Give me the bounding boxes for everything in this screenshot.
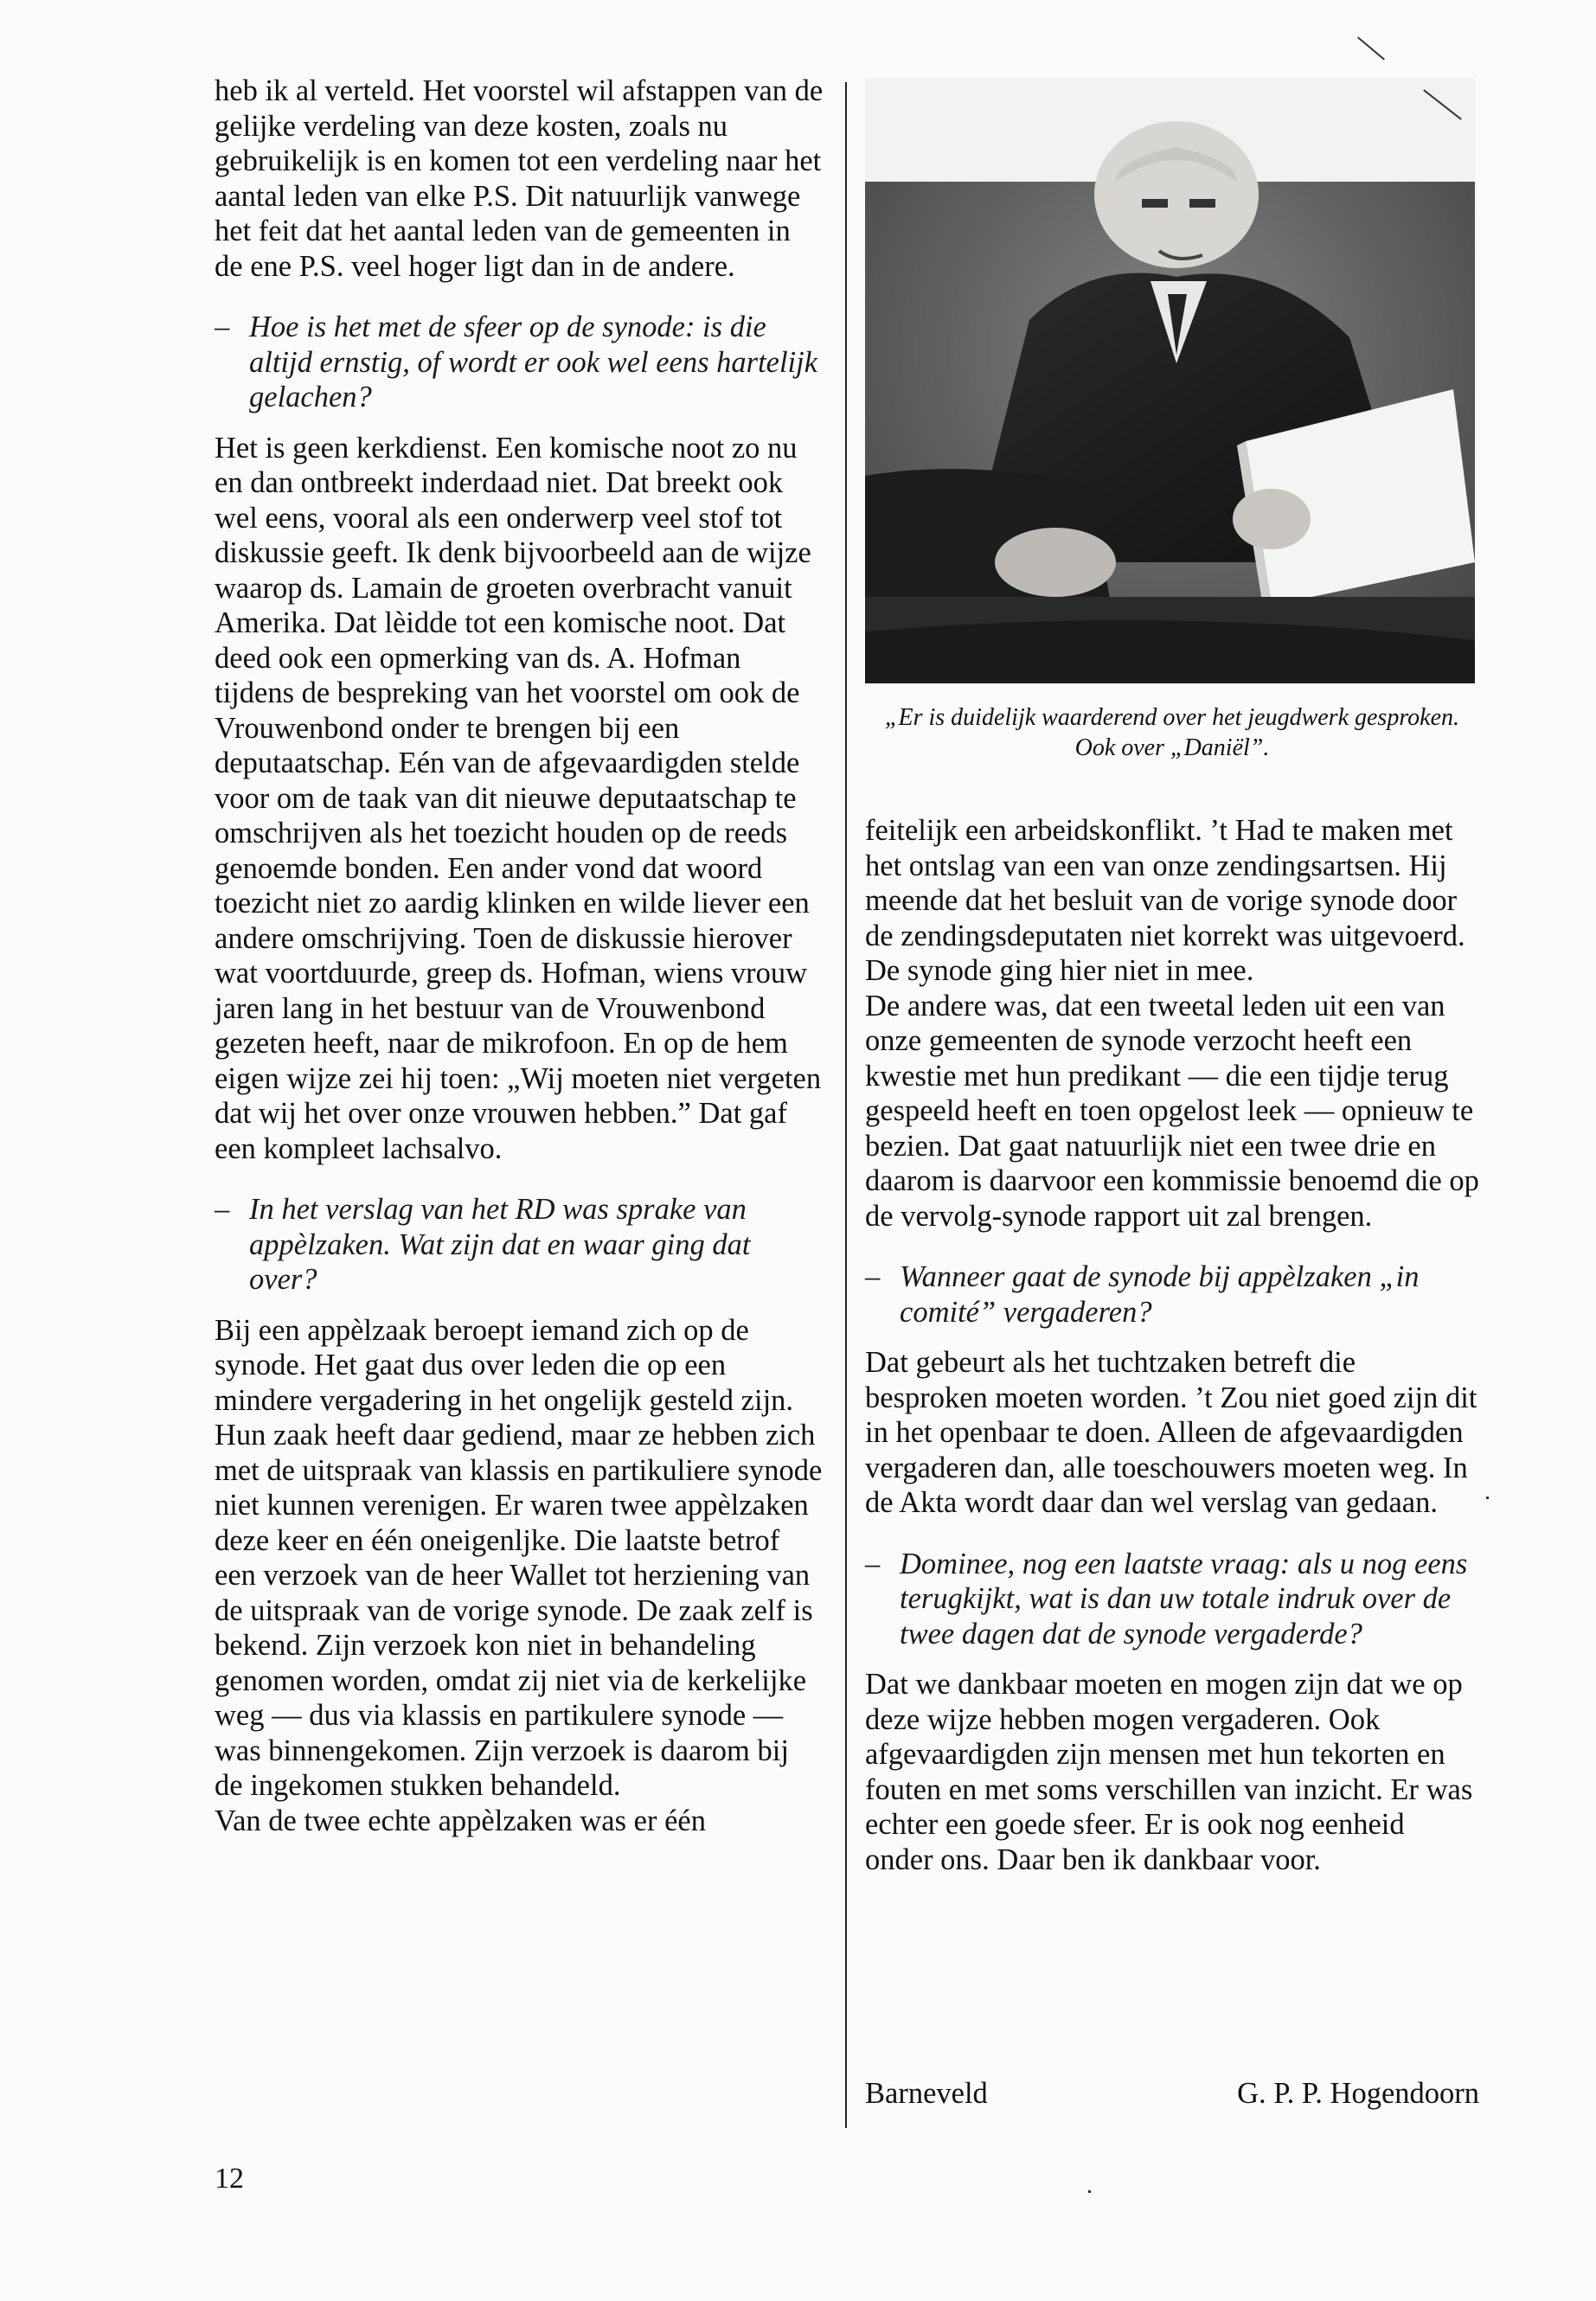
right-column bbox=[865, 813, 1479, 1877]
question-final bbox=[865, 1547, 1479, 1652]
scan-speck bbox=[1088, 2190, 1091, 2193]
answer-sfeer: Het is geen kerkdienst. Een komische noot zo nu en dan ontbreekt inderdaad niet. Dat breekt ook wel eens, vooral als een onderwerp veel stof tot diskussie geeft. Ik denk bijvoorbeeld aan de wijze waarop ds. Lamain de groeten overbracht vanuit Amerika. Dat lèidde tot een komische noot. Dat deed ook een opmerking van ds. A. Hofman tijdens de bespreking van het voorstel om ook de Vrouwenbond onder te brengen bij een deputaatschap. Eén van de afgevaardigden stelde voor om de taak van dit nieuwe deputaatschap te omschrijven als het toezicht houden op de reeds genoemde bonden. Een ander vond dat woord toezicht niet zo aardig klinken en wilde liever een andere omschrijving. Toen de diskussie hierover wat voortduurde, greep ds. Hofman, wiens vrouw jaren lang in het bestuur van de Vrouwenbond gezeten heeft, naar de mikrofoon. En op de hem eigen wijze zei hij toen: „Wij moeten niet vergeten dat wij het over onze vrouwen hebben.” Dat gaf een kompleet lachsalvo. bbox=[215, 431, 822, 1165]
question-dash: – bbox=[865, 1547, 881, 1580]
question-dash: – bbox=[215, 311, 230, 343]
second-case-paragraph: De andere was, dat een tweetal leden uit een van onze gemeenten de synode verzocht heeft een kwestie met hun predikant — die een tijdje terug gespeeld heeft en toen opgelost leek — opnieuw te bezien. Dat gaat natuurlijk niet een twee drie en daarom is daarvoor een kommissie benoemd die op de vervolg-synode rapport uit zal brengen. bbox=[865, 989, 1479, 1233]
question-comite-text: Wanneer gaat de synode bij appèlzaken „in comité” vergaderen? bbox=[900, 1260, 1420, 1329]
question-sfeer bbox=[215, 310, 824, 415]
photo-graphic bbox=[865, 78, 1475, 683]
answer-final: Dat we dankbaar moeten en mogen zijn dat we op deze wijze hebben mogen vergaderen. Ook afgevaardigden zijn mensen met hun tekorten en fouten en met soms verschillen van inzicht. Er was echter een goede sfeer. Er is ook nog eenheid onder ons. Daar ben ik dankbaar voor. bbox=[865, 1668, 1473, 1876]
photo-delegate-reading bbox=[865, 78, 1475, 683]
column-divider bbox=[845, 82, 847, 2128]
answer-appelzaken-continued: Van de twee echte appèlzaken was er één bbox=[215, 1804, 706, 1837]
question-sfeer-text: Hoe is het met de sfeer op de synode: is die altijd ernstig, of wordt er ook wel eens hartelijk gelachen? bbox=[249, 311, 818, 413]
question-comite bbox=[865, 1259, 1479, 1330]
question-dash: – bbox=[865, 1260, 881, 1293]
answer-comite: Dat gebeurt als het tuchtzaken betreft die besproken moeten worden. ’t Zou niet goed zijn dit in het openbaar te doen. Alleen de afgevaardigden vergaderen dan, alle toeschouwers moeten weg. In de Akta wordt daar dan wel verslag van gedaan. bbox=[865, 1346, 1477, 1519]
signature-place: Barneveld bbox=[865, 2077, 988, 2110]
intro-paragraph: heb ik al verteld. Het voorstel wil afstappen van de gelijke verdeling van deze kosten, zoals nu gebruikelijk is en komen tot een verdeling naar het aantal leden van elke P.S. Dit natuurlijk vanwege het feit dat het aantal leden van de gemeenten in de ene P.S. veel hoger ligt dan in de andere. bbox=[215, 74, 824, 283]
question-appelzaken bbox=[215, 1192, 824, 1298]
photo-caption: „Er is duidelijk waarderend over het jeugdwerk gesproken. Ook over „Daniël”. bbox=[884, 704, 1460, 761]
scan-speck bbox=[1486, 1497, 1489, 1499]
continued-paragraph: feitelijk een arbeidskonflikt. ’t Had te maken met het ontslag van een van onze zendingsartsen. Hij meende dat het besluit van de vorige synode door de zendingsdeputaten niet korrekt was uitgevoerd. De synode ging hier niet in mee. bbox=[865, 814, 1465, 987]
answer-appelzaken: Bij een appèlzaak beroept iemand zich op de synode. Het gaat dus over leden die op een mindere vergadering in het ongelijk gesteld zijn. Hun zaak heeft daar gediend, maar ze hebben zich met de uitspraak van klassis en partikuliere synode niet kunnen verenigen. Er waren twee appèlzaken deze keer en één oneigenljke. Die laatste betrof een verzoek van de heer Wallet tot herziening van de uitspraak van de vorige synode. De zaak zelf is bekend. Zijn verzoek kon niet in behandeling genomen worden, omdat zij niet via de kerkelijke weg — dus via klassis en partikulere synode — was binnengekomen. Zijn verzoek is daarom bij de ingekomen stukken behandeld. bbox=[215, 1313, 823, 1802]
question-final-text: Dominee, nog een laatste vraag: als u nog eens terugkijkt, wat is dan uw totale indruk over de twee dagen dat de synode vergaderde? bbox=[900, 1547, 1468, 1650]
page-number: 12 bbox=[215, 2163, 244, 2195]
question-dash: – bbox=[215, 1193, 230, 1226]
left-column bbox=[215, 74, 824, 1838]
scan-mark bbox=[1357, 36, 1385, 60]
question-appelzaken-text: In het verslag van het RD was sprake van appèlzaken. Wat zijn dat en waar ging dat over? bbox=[249, 1193, 751, 1296]
signature-author: G. P. P. Hogendoorn bbox=[1237, 2077, 1479, 2110]
